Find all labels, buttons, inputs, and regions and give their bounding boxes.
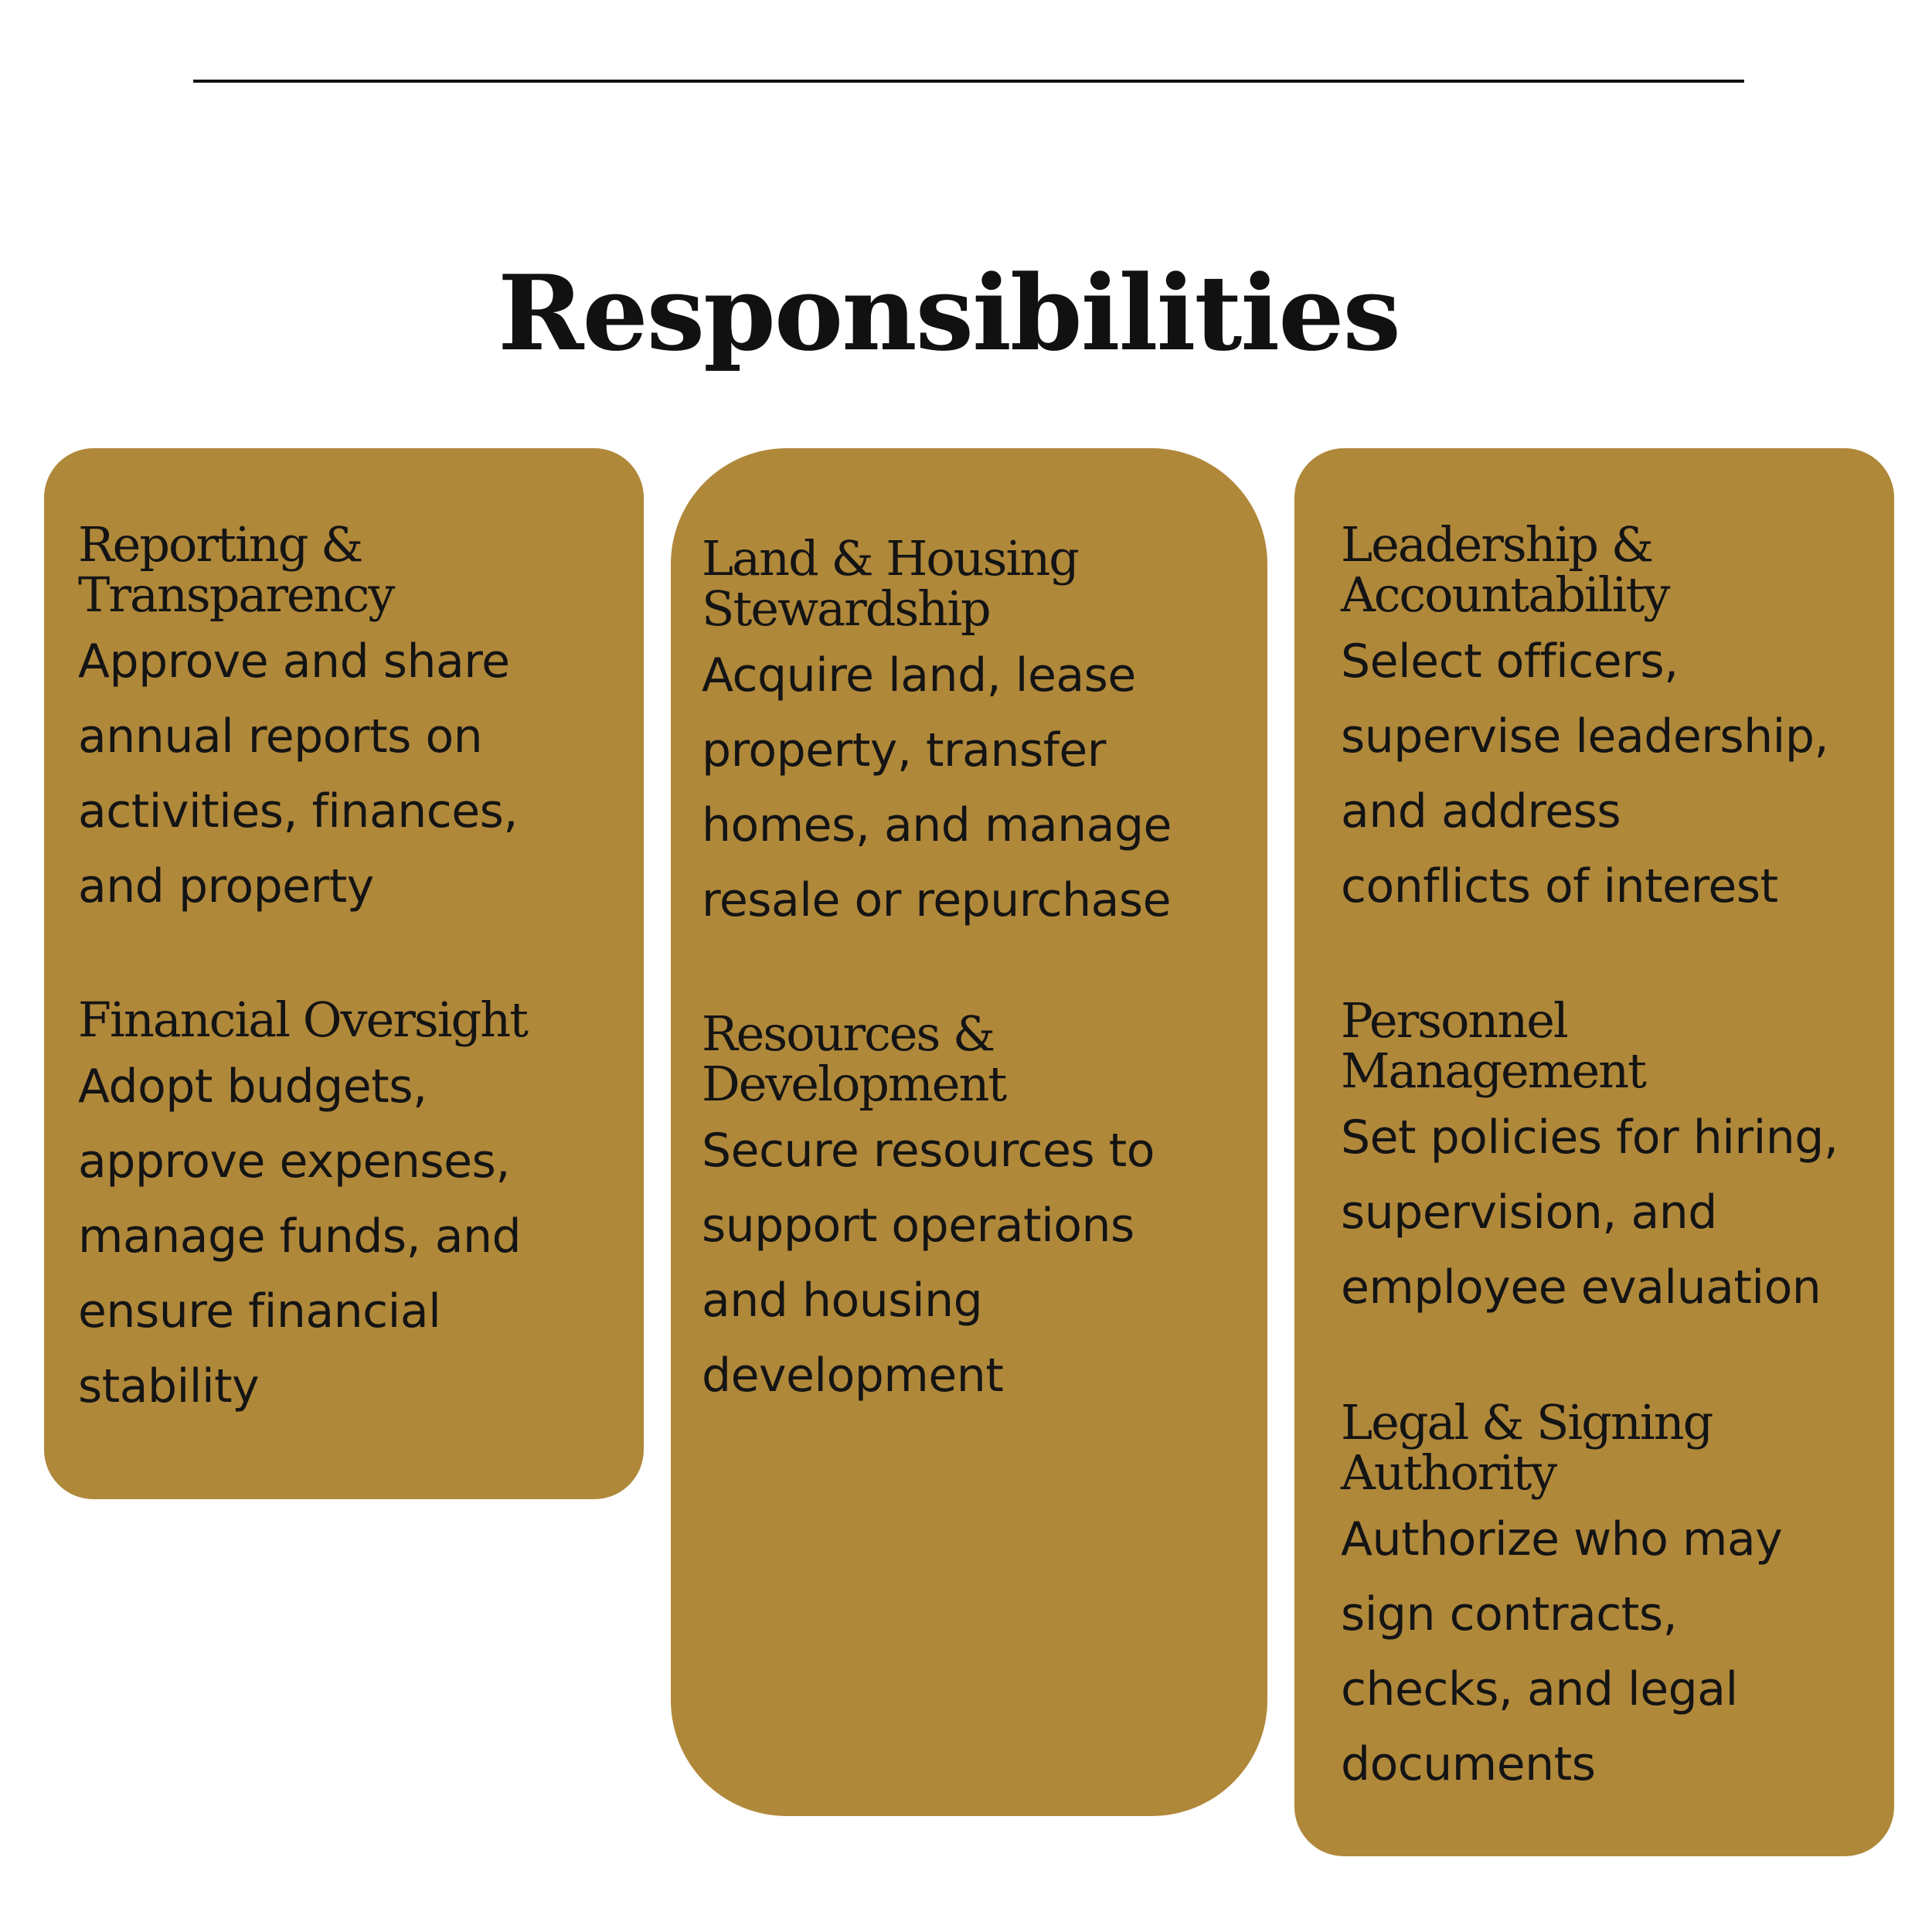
section-title-line: Financial Oversight	[78, 992, 528, 1048]
section-title-line: Accountability	[1341, 566, 1669, 623]
section-title	[702, 1005, 1258, 1112]
body-line: property, transfer	[702, 723, 1106, 777]
body-line: resale or repurchase	[702, 873, 1172, 927]
body-line: annual reports on	[78, 709, 483, 764]
body-line: stability	[78, 1359, 260, 1413]
section-leadership-accountability	[1341, 516, 1897, 924]
body-line: activities, finances,	[78, 784, 518, 838]
body-line: Adopt budgets,	[78, 1060, 427, 1114]
section-financial-oversight	[78, 992, 634, 1424]
section-title	[78, 992, 634, 1048]
body-line: employee evaluation	[1341, 1260, 1821, 1315]
section-title	[1341, 1394, 1897, 1501]
section-title-line: Land & Housing	[702, 530, 1078, 587]
section-title	[78, 516, 634, 623]
card-leadership-personnel-legal	[1294, 448, 1894, 1856]
body-line: conflicts of interest	[1341, 859, 1778, 913]
section-body	[78, 1049, 634, 1424]
body-line: support operations	[702, 1199, 1134, 1253]
section-legal-signing-authority	[1341, 1394, 1897, 1802]
section-body	[702, 1114, 1258, 1413]
body-line: approve expenses,	[78, 1134, 510, 1189]
section-title-line: Leadership &	[1341, 516, 1653, 573]
body-line: Secure resources to	[702, 1124, 1155, 1178]
body-line: ensure financial	[78, 1284, 441, 1338]
body-line: documents	[1341, 1737, 1596, 1791]
body-line: Approve and share	[78, 634, 510, 689]
section-title-line: Personnel	[1341, 992, 1567, 1049]
section-title	[702, 530, 1258, 637]
body-line: and property	[78, 859, 374, 913]
section-title-line: Stewardship	[702, 580, 990, 637]
section-title	[1341, 516, 1897, 623]
card-governance-finance	[44, 448, 644, 1499]
section-body	[1341, 1100, 1897, 1325]
body-line: Authorize who may	[1341, 1512, 1783, 1566]
page-title: Responsibilities	[498, 251, 1400, 374]
section-title-line: Transparency	[78, 566, 394, 623]
card-land-resources	[671, 448, 1267, 1816]
body-line: and address	[1341, 784, 1621, 838]
body-line: Set policies for hiring,	[1341, 1111, 1838, 1165]
section-title-line: Legal & Signing	[1341, 1394, 1713, 1451]
section-title	[1341, 992, 1897, 1099]
body-line: manage funds, and	[78, 1209, 522, 1264]
body-line: development	[702, 1349, 1004, 1403]
section-land-housing-stewardship	[702, 530, 1258, 938]
body-line: supervise leadership,	[1341, 709, 1829, 764]
body-line: checks, and legal	[1341, 1662, 1738, 1716]
body-line: supervision, and	[1341, 1185, 1717, 1240]
section-body	[78, 624, 634, 924]
body-line: homes, and manage	[702, 798, 1172, 852]
section-title-line: Resources &	[702, 1005, 995, 1062]
section-personnel-management	[1341, 992, 1897, 1325]
section-resources-development	[702, 1005, 1258, 1413]
section-body	[702, 638, 1258, 938]
section-body	[1341, 1502, 1897, 1802]
body-line: Select officers,	[1341, 634, 1679, 689]
section-body	[1341, 624, 1897, 924]
body-line: sign contracts,	[1341, 1587, 1678, 1641]
section-title-line: Management	[1341, 1043, 1646, 1099]
body-line: and housing	[702, 1274, 983, 1328]
section-title-line: Development	[702, 1056, 1006, 1112]
body-line: Acquire land, lease	[702, 648, 1136, 702]
top-divider	[193, 80, 1744, 83]
section-title-line: Authority	[1341, 1444, 1556, 1501]
section-title-line: Reporting &	[78, 516, 362, 573]
section-reporting-transparency	[78, 516, 634, 924]
